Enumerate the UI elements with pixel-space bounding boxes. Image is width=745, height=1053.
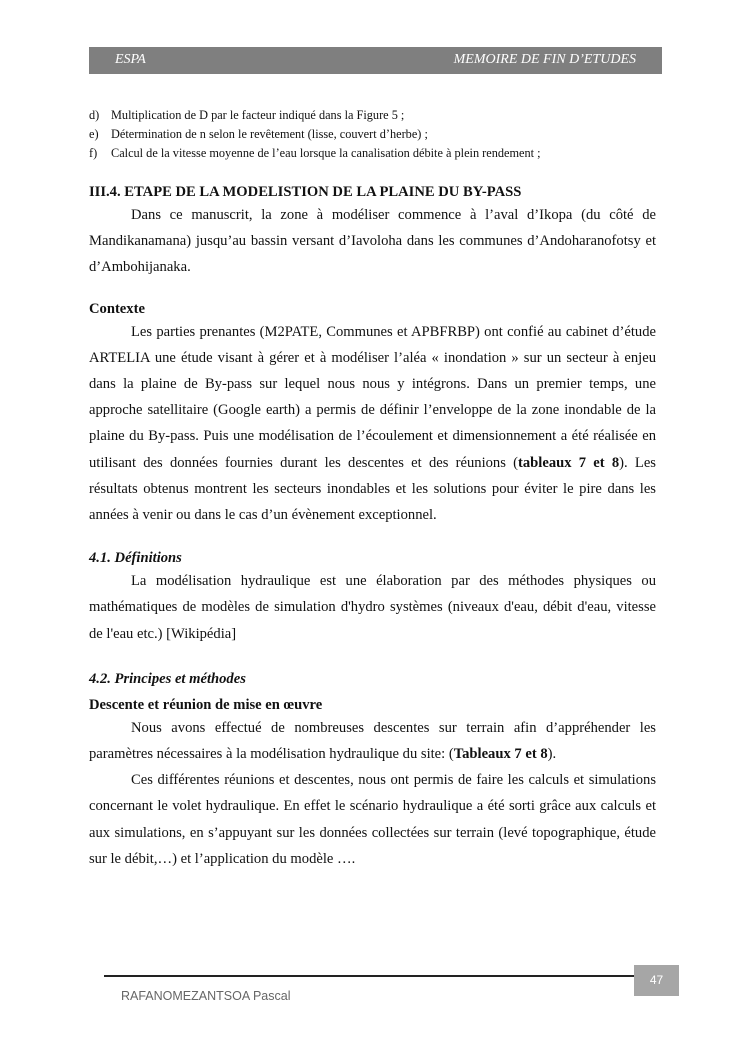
- list-item-text: Calcul de la vitesse moyenne de l’eau lorsque la canalisation débite à plein rendement ;: [111, 146, 541, 160]
- principes-heading: 4.2. Principes et méthodes: [89, 670, 246, 687]
- principes-text-end: ).: [547, 746, 557, 763]
- page-header: [89, 47, 662, 74]
- footer-divider: [104, 975, 634, 977]
- list-item: [89, 125, 659, 144]
- list-item: [89, 106, 659, 125]
- main-content: [89, 182, 656, 872]
- contexte-text-end: ). Les résultats obtenus montrent les secteurs inondables et les solutions pour éviter le pire dans les années à venir ou dans le cas d’un évènement exceptionnel.: [89, 454, 656, 524]
- principes-paragraph-1: [89, 715, 656, 767]
- contexte-text-start: Les parties prenantes (M2PATE, Communes et APBFRBP) ont confié au cabinet d’étude ARTELIA une étude visant à gérer et à modéliser l’aléa « inondation » sur un secteur à enjeu dans la plaine de By-pass sur lequel nous nous y intégrons. Dans un premier temps, une approche satellitaire (Google earth) a permis de définir l’enveloppe de la zone inondable de la plaine du By-pass. Puis une modélisation de l’écoulement et dimensionnement a été réalisée en utilisant des données fournies durant les descentes et des réunions (: [89, 323, 656, 471]
- contexte-paragraph: [89, 319, 656, 529]
- principes-paragraph-2: Ces différentes réunions et descentes, nous ont permis de faire les calculs et simulations concernant le volet hydraulique. En effet le scénario hydraulique a été sorti grâce aux calculs et aux simulations, en s’appuyant sur les données collectées sur terrain (levé topographique, étude sur le débit,…) et l’application du modèle ….: [89, 772, 656, 867]
- principes-subheading: Descente et réunion de mise en œuvre: [89, 696, 323, 713]
- section-intro: Dans ce manuscrit, la zone à modéliser commence à l’aval d’Ikopa (du côté de Mandikanamana) jusqu’au bassin versant d’Iavoloha dans les communes d’Andoharanofotsy et d’Ambohijanaka.: [89, 207, 656, 276]
- principes-bold-ref: Tableaux 7 et 8: [453, 746, 548, 763]
- header-right-text: MEMOIRE DE FIN D’ETUDES: [453, 52, 636, 67]
- contexte-bold-ref: tableaux 7 et 8: [518, 454, 620, 471]
- list-marker: d): [89, 108, 100, 122]
- list-marker: e): [89, 127, 99, 141]
- section-title: III.4. ETAPE DE LA MODELISTION DE LA PLAINE DU BY-PASS: [89, 184, 522, 200]
- list-item: [89, 144, 659, 163]
- definitions-heading: 4.1. Définitions: [89, 550, 182, 567]
- list-marker: f): [89, 146, 98, 160]
- contexte-heading: Contexte: [89, 300, 145, 317]
- step-list: [89, 106, 659, 163]
- definitions-paragraph: La modélisation hydraulique est une élaboration par des méthodes physiques ou mathématiques de modèles de simulation d'hydro systèmes (niveaux d'eau, débit d'eau, vitesse de l'eau etc.) [Wikipédia]: [89, 573, 656, 642]
- header-left-text: ESPA: [115, 52, 146, 67]
- footer-author: RAFANOMEZANTSOA Pascal: [121, 989, 291, 1003]
- principes-text-start: Nous avons effectué de nombreuses descentes sur terrain afin d’appréhender les paramètres nécessaires à la modélisation hydraulique du site: (: [89, 719, 656, 763]
- list-item-text: Multiplication de D par le facteur indiqué dans la Figure 5 ;: [111, 108, 405, 122]
- list-item-text: Détermination de n selon le revêtement (lisse, couvert d’herbe) ;: [111, 127, 428, 141]
- page-number: 47: [634, 965, 679, 996]
